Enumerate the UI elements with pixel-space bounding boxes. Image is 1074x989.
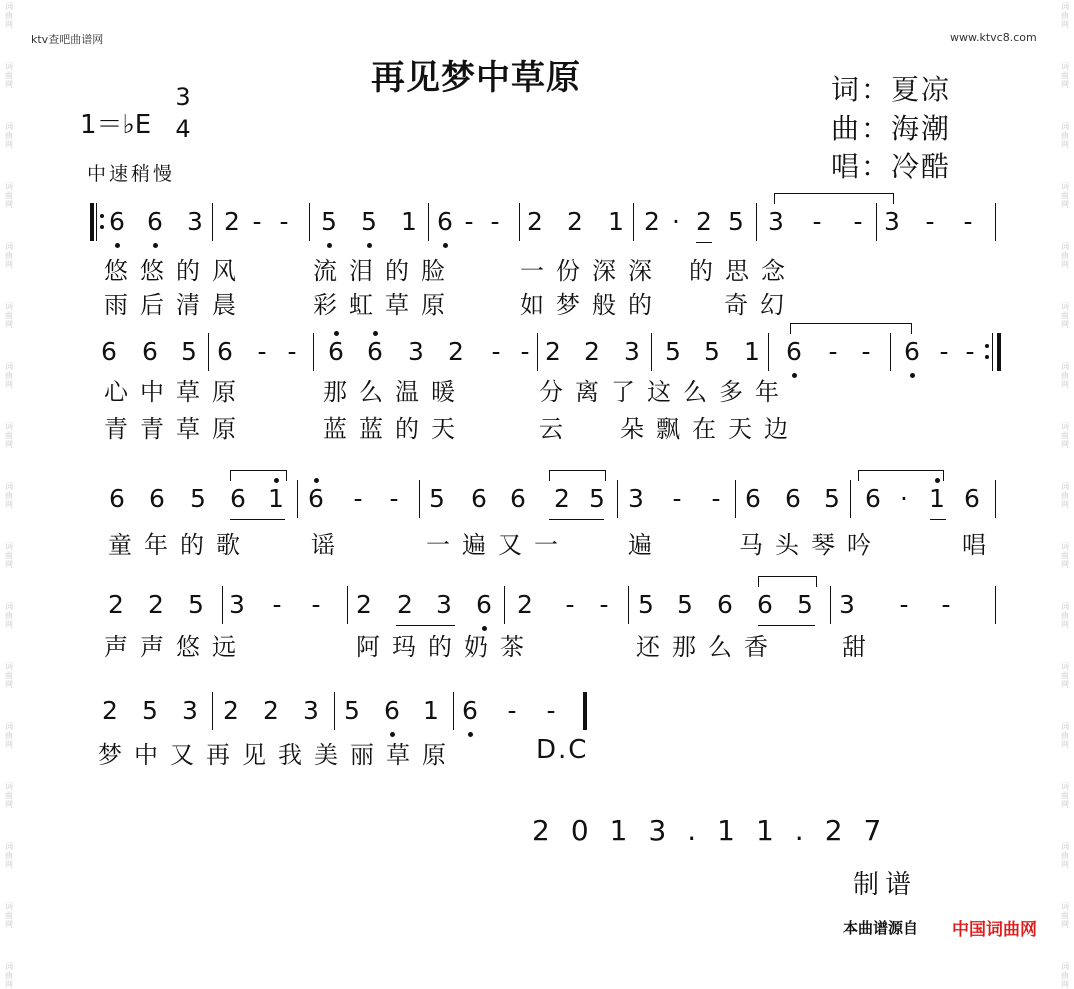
watermark-text: 词曲网: [1061, 122, 1069, 149]
watermark-text: 词曲网: [1061, 2, 1069, 29]
watermark-text: 词曲网: [1061, 902, 1069, 929]
note: 5: [181, 337, 197, 366]
watermark-text: 词曲网: [5, 602, 13, 629]
note: 5: [704, 337, 720, 366]
note: 6: [460, 696, 480, 725]
barline: [212, 692, 213, 730]
slur: [230, 470, 287, 481]
music-line-5: [0, 690, 1074, 738]
octave-dot: [443, 243, 448, 248]
song-title: 再见梦中草原: [371, 58, 581, 98]
note: 3: [303, 696, 319, 725]
note: 6: [902, 337, 922, 366]
note: 6: [510, 484, 526, 513]
underline-beam: [930, 519, 946, 520]
note: 6: [217, 337, 233, 366]
dash-extension: -: [252, 207, 262, 236]
note: 5: [589, 484, 605, 513]
watermark-text: 词曲网: [5, 722, 13, 749]
dash-extension: -: [520, 337, 530, 366]
watermark-text: 词曲网: [1061, 722, 1069, 749]
lyric-l5-dc: D.C: [536, 735, 589, 765]
dash-extension: -: [311, 590, 321, 619]
dash-extension: -: [279, 207, 289, 236]
watermark-text: 词曲网: [5, 2, 13, 29]
note: 6: [365, 337, 385, 366]
watermark-text: 词曲网: [5, 422, 13, 449]
note: 6: [717, 590, 733, 619]
watermark-text: 词曲网: [1061, 782, 1069, 809]
dash-extension: -: [861, 337, 871, 366]
slur: [758, 576, 817, 587]
note: 5: [728, 207, 744, 236]
octave-dot: [910, 373, 915, 378]
lyric-l1v2-a: 雨后清晨: [104, 291, 248, 319]
slur: [549, 470, 606, 481]
watermark-text: 词曲网: [1061, 242, 1069, 269]
source-site-link[interactable]: 中国词曲网: [952, 920, 1037, 940]
dash-extension: -: [272, 590, 282, 619]
note: 6: [865, 484, 881, 513]
watermark-text: 词曲网: [1061, 602, 1069, 629]
barline: [208, 333, 209, 371]
watermark-text: 词曲网: [1061, 302, 1069, 329]
site-url-right[interactable]: www.ktvc8.com: [950, 31, 1037, 44]
note: 6: [142, 337, 158, 366]
note: 5: [142, 696, 158, 725]
barline: [628, 586, 629, 624]
time-signature: [172, 83, 194, 143]
lyric-l2v2-a: 青青草原: [104, 415, 248, 443]
dash-extension: -: [711, 484, 721, 513]
watermark-text: 词曲网: [1061, 542, 1069, 569]
barline: [453, 692, 454, 730]
note: 2: [108, 590, 124, 619]
note: 3: [182, 696, 198, 725]
watermark-text: 词曲网: [5, 902, 13, 929]
watermark-text: 词曲网: [1061, 62, 1069, 89]
dash-extension: -: [925, 207, 935, 236]
barline: [735, 480, 736, 518]
note: 6: [474, 590, 494, 619]
note: 6: [745, 484, 761, 513]
note: 5: [344, 696, 360, 725]
note: 1: [266, 484, 286, 513]
note: 2: [554, 484, 570, 513]
barline: [995, 480, 996, 518]
dash-extension: -: [490, 207, 500, 236]
barline: [890, 333, 891, 371]
lyric-l1v2-d: 奇幻: [724, 291, 796, 319]
note: 2: [567, 207, 583, 236]
note: 2: [527, 207, 543, 236]
octave-dot: [115, 243, 120, 248]
lyric-l1v1-c: 一份深深: [520, 257, 664, 285]
dash-extension: -: [899, 590, 909, 619]
key-signature: 1＝♭E: [80, 110, 152, 140]
note: 1: [744, 337, 760, 366]
music-line-1: [0, 201, 1074, 249]
barline: [313, 333, 314, 371]
barline: [756, 203, 757, 241]
barline: [519, 203, 520, 241]
note: 2: [584, 337, 600, 366]
note: 2: [148, 590, 164, 619]
note: 5: [188, 590, 204, 619]
watermark-text: 词曲网: [1061, 962, 1069, 989]
dot-augmentation: ·: [900, 484, 908, 513]
barline: [222, 586, 223, 624]
dash-extension: -: [965, 337, 975, 366]
time-signature-top: 3: [175, 83, 191, 111]
barline: [850, 480, 851, 518]
repeat-dot: [985, 355, 989, 359]
repeat-dot: [100, 214, 104, 218]
note: 1: [927, 484, 947, 513]
octave-dot: [373, 331, 378, 336]
note: 5: [190, 484, 206, 513]
dash-extension: -: [546, 696, 556, 725]
barline: [876, 203, 877, 241]
underline-beam: [549, 519, 604, 520]
dash-extension: -: [464, 207, 474, 236]
dash-extension: -: [353, 484, 363, 513]
lyric-l4-b: 阿玛的奶茶: [356, 633, 536, 661]
octave-dot: [327, 243, 332, 248]
note: 2: [644, 207, 660, 236]
barline: [768, 333, 769, 371]
lyric-l1v1-a: 悠悠的风: [104, 257, 248, 285]
note: 6: [230, 484, 246, 513]
lyric-l3-f: 唱: [962, 531, 998, 559]
source-label: 本曲谱源自: [843, 919, 919, 937]
note: 2: [102, 696, 118, 725]
note: 2: [263, 696, 279, 725]
octave-dot: [153, 243, 158, 248]
note: 5: [677, 590, 693, 619]
dash-extension: -: [599, 590, 609, 619]
barline: [309, 203, 310, 241]
lyric-l4-d: 甜: [842, 633, 878, 661]
note: 3: [884, 207, 900, 236]
dash-extension: -: [287, 337, 297, 366]
note: 6: [964, 484, 980, 513]
note: 2: [448, 337, 464, 366]
barline: [212, 203, 213, 241]
note: 6: [107, 207, 127, 236]
barline: [830, 586, 831, 624]
octave-dot: [314, 478, 319, 483]
lyric-l3-e: 马头琴吟: [739, 531, 883, 559]
note: 6: [471, 484, 487, 513]
lyric-l2v2-c: 云: [539, 415, 575, 443]
barline: [995, 586, 996, 624]
lyric-l2v2-d: 朵飘在天边: [620, 415, 800, 443]
music-line-4: [0, 584, 1074, 632]
note: 6: [757, 590, 773, 619]
note: 5: [638, 590, 654, 619]
note: 5: [319, 207, 339, 236]
tempo-marking: 中速稍慢: [87, 163, 176, 185]
note: 5: [359, 207, 379, 236]
dash-extension: -: [828, 337, 838, 366]
watermark-text: 词曲网: [5, 842, 13, 869]
lyric-l1v1-d: 的思念: [689, 257, 797, 285]
watermark-text: 词曲网: [5, 302, 13, 329]
repeat-thin-line: [992, 333, 993, 371]
note: 1: [608, 207, 624, 236]
time-signature-bottom: 4: [175, 115, 191, 143]
note: 3: [408, 337, 424, 366]
watermark-text: 词曲网: [5, 662, 13, 689]
lyric-l3-d: 遍: [628, 531, 664, 559]
note: 5: [824, 484, 840, 513]
note: 3: [187, 207, 203, 236]
singer-credit: 唱：冷酷: [831, 150, 952, 183]
watermark-text: 词曲网: [5, 542, 13, 569]
note: 6: [435, 207, 455, 236]
note: 3: [839, 590, 855, 619]
note: 1: [423, 696, 439, 725]
dot-augmentation: ·: [672, 207, 680, 236]
watermark-text: 词曲网: [5, 362, 13, 389]
dash-extension: -: [963, 207, 973, 236]
slur: [790, 323, 912, 334]
note: 6: [145, 207, 165, 236]
note: 2: [545, 337, 561, 366]
repeat-thick-line: [90, 203, 94, 241]
barline: [617, 480, 618, 518]
dash-extension: -: [939, 337, 949, 366]
note: 6: [382, 696, 402, 725]
repeat-start: [90, 203, 99, 241]
note: 2: [517, 590, 533, 619]
barline: [995, 203, 996, 241]
note: 6: [101, 337, 117, 366]
note: 6: [785, 484, 801, 513]
barline: [651, 333, 652, 371]
barline: [633, 203, 634, 241]
dash-extension: -: [507, 696, 517, 725]
watermark-text: 词曲网: [5, 122, 13, 149]
watermark-text: 词曲网: [1061, 182, 1069, 209]
dash-extension: -: [941, 590, 951, 619]
octave-dot: [468, 732, 473, 737]
note: 6: [306, 484, 326, 513]
note: 2: [397, 590, 413, 619]
lyric-l2v1-a: 心中草原: [104, 378, 248, 406]
dash-extension: -: [853, 207, 863, 236]
note: 3: [624, 337, 640, 366]
note: 3: [768, 207, 784, 236]
repeat-thick-line: [997, 333, 1001, 371]
barline: [347, 586, 348, 624]
lyricist-credit: 词：夏凉: [831, 73, 952, 106]
dash-extension: -: [389, 484, 399, 513]
note: 6: [326, 337, 346, 366]
lyric-l2v2-b: 蓝蓝的天: [323, 415, 467, 443]
lyric-l3-a: 童年的歌: [108, 531, 252, 559]
music-line-3: [0, 478, 1074, 526]
watermark-text: 词曲网: [1061, 362, 1069, 389]
lyric-l3-c: 一遍又一: [426, 531, 570, 559]
underline-beam: [758, 625, 815, 626]
barline: [334, 692, 335, 730]
octave-dot: [334, 331, 339, 336]
watermark-text: 词曲网: [5, 182, 13, 209]
watermark-text: 词曲网: [1061, 842, 1069, 869]
watermark-text: 词曲网: [1061, 662, 1069, 689]
note: 5: [665, 337, 681, 366]
dash-extension: -: [672, 484, 682, 513]
barline: [419, 480, 420, 518]
watermark-text: 词曲网: [5, 62, 13, 89]
repeat-end: [987, 333, 996, 371]
dash-extension: -: [491, 337, 501, 366]
note: 6: [109, 484, 125, 513]
repeat-dot: [100, 225, 104, 229]
note: 2: [224, 207, 240, 236]
lyric-l1v1-b: 流泪的脸: [313, 257, 457, 285]
barline: [537, 333, 538, 371]
slur: [858, 470, 944, 481]
lyric-l2v1-b: 那么温暖: [323, 378, 467, 406]
note: 2: [694, 207, 714, 236]
watermark-text: 词曲网: [5, 482, 13, 509]
lyric-l1v2-c: 如梦般的: [520, 291, 664, 319]
site-name-left[interactable]: ktv查吧曲谱网: [31, 33, 104, 46]
lyric-l1v2-b: 彩虹草原: [313, 291, 457, 319]
underline-beam: [230, 519, 285, 520]
barline: [504, 586, 505, 624]
slur: [774, 193, 894, 204]
score-maker: 制谱: [853, 870, 918, 900]
note: 3: [436, 590, 452, 619]
barline: [297, 480, 298, 518]
lyric-l4-c: 还那么香: [636, 633, 780, 661]
lyric-l3-b: 谣: [311, 531, 347, 559]
note: 6: [784, 337, 804, 366]
repeat-dot: [985, 344, 989, 348]
barline: [428, 203, 429, 241]
note: 1: [401, 207, 417, 236]
note: 2: [223, 696, 239, 725]
underline-mark: [696, 242, 712, 243]
watermark-text: 词曲网: [5, 242, 13, 269]
dash-extension: -: [257, 337, 267, 366]
lyric-l5-a: 梦中又再见我美丽草原: [98, 741, 458, 769]
dash-extension: -: [565, 590, 575, 619]
note: 6: [149, 484, 165, 513]
note: 5: [429, 484, 445, 513]
watermark-text: 词曲网: [1061, 422, 1069, 449]
date: 2013.11.27: [532, 814, 903, 847]
repeat-thin-line: [96, 203, 97, 241]
underline-beam: [396, 625, 455, 626]
note: 5: [797, 590, 813, 619]
composer-credit: 曲：海潮: [831, 112, 952, 145]
octave-dot: [367, 243, 372, 248]
dash-extension: -: [812, 207, 822, 236]
note: 3: [628, 484, 644, 513]
note: 2: [356, 590, 372, 619]
watermark-text: 词曲网: [5, 782, 13, 809]
watermark-text: 词曲网: [1061, 482, 1069, 509]
note: 3: [229, 590, 245, 619]
lyric-l4-a: 声声悠远: [104, 633, 248, 661]
lyric-l2v1-c: 分离了这么多年: [539, 378, 791, 406]
octave-dot: [792, 373, 797, 378]
watermark-text: 词曲网: [5, 962, 13, 989]
final-barline: [583, 692, 587, 730]
